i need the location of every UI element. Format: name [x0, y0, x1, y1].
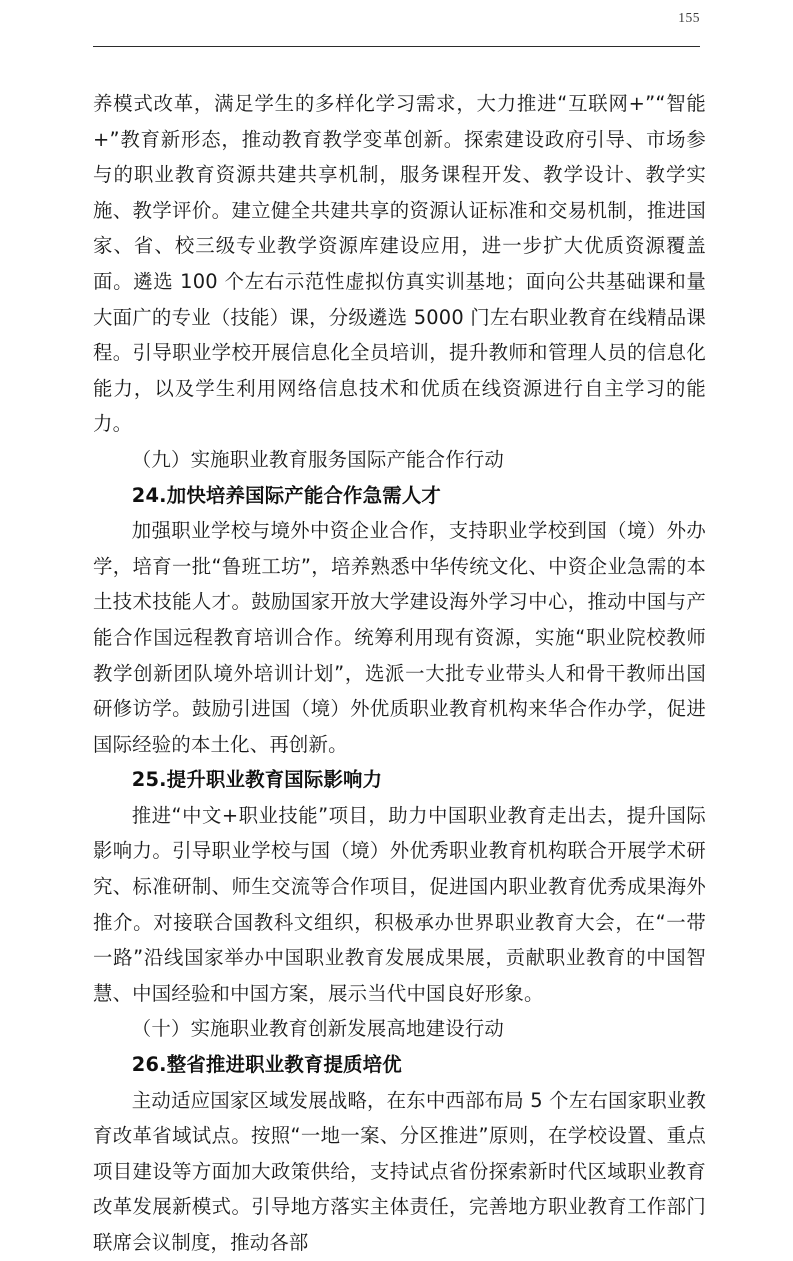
section-heading-nine: （九）实施职业教育服务国际产能合作行动 [131, 447, 505, 471]
item-heading-26: 26.整省推进职业教育提质培优 [131, 1053, 402, 1077]
paragraph-item-24-body: 加强职业学校与境外中资企业合作，支持职业学校到国（境）外办学，培育一批“鲁班工坊”，培养熟悉中华传统文化、中资企业急需的本土技术技能人才。鼓励国家开放大学建设海外学习中心，推动中国与产能合作国远程教育培训合作。统筹利用现有资源，实施“职业院校教师教学创新团队境外培训计划”，选派一大批专业带头人和骨干教师出国研修访学。鼓励引进国（境）外优质职业教育机构来华合作办学，促进国际经验的本土化、再创新。 [93, 519, 706, 756]
section-heading-ten: （十）实施职业教育创新发展高地建设行动 [131, 1017, 505, 1041]
paragraph-body: 养模式改革，满足学生的多样化学习需求，大力推进“互联网+”“智能+”教育新形态，推动教育教学变革创新。探索建设政府引导、市场参与的职业教育资源共建共享机制，服务课程开发、教学设计、教学实施、教学评价。建立健全共建共享的资源认证标准和交易机制，推进国家、省、校三级专业教学资源库建设应用，进一步扩大优质资源覆盖面。遴选 100 个左右示范性虚拟仿真实训基地；面向公共基础课和量大面广的专业（技能）课，分级遴选 5000 门左右职业教育在线精品课程。引导职业学校开展信息化全员培训，提升教师和管理人员的信息化能力，以及学生利用网络信息技术和优质在线资源进行自主学习的能力。 [93, 92, 706, 436]
paragraph-item-25-body: 推进“中文+职业技能”项目，助力中国职业教育走出去，提升国际影响力。引导职业学校与国（境）外优秀职业教育机构联合开展学术研究、标准研制、师生交流等合作项目，促进国内职业教育优秀成果海外推介。对接联合国教科文组织，积极承办世界职业教育大会，在“一带一路”沿线国家举办中国职业教育发展成果展，贡献职业教育的中国智慧、中国经验和中国方案，展示当代中国良好形象。 [93, 803, 706, 1005]
header-divider [93, 46, 700, 47]
page-number: 155 [678, 10, 700, 25]
paragraph-item-26-body: 主动适应国家区域发展战略，在东中西部布局 5 个左右国家职业教育改革省域试点。按照“一地一案、分区推进”原则，在学校设置、重点项目建设等方面加大政策供给，支持试点省份探索新时代区域职业教育改革发展新模式。引导地方落实主体责任，完善地方职业教育工作部门联席会议制度，推动各部 [93, 1088, 706, 1254]
document-body [93, 86, 706, 1261]
item-heading-25: 25.提升职业教育国际影响力 [131, 768, 383, 792]
item-heading-24: 24.加快培养国际产能合作急需人才 [131, 483, 442, 507]
